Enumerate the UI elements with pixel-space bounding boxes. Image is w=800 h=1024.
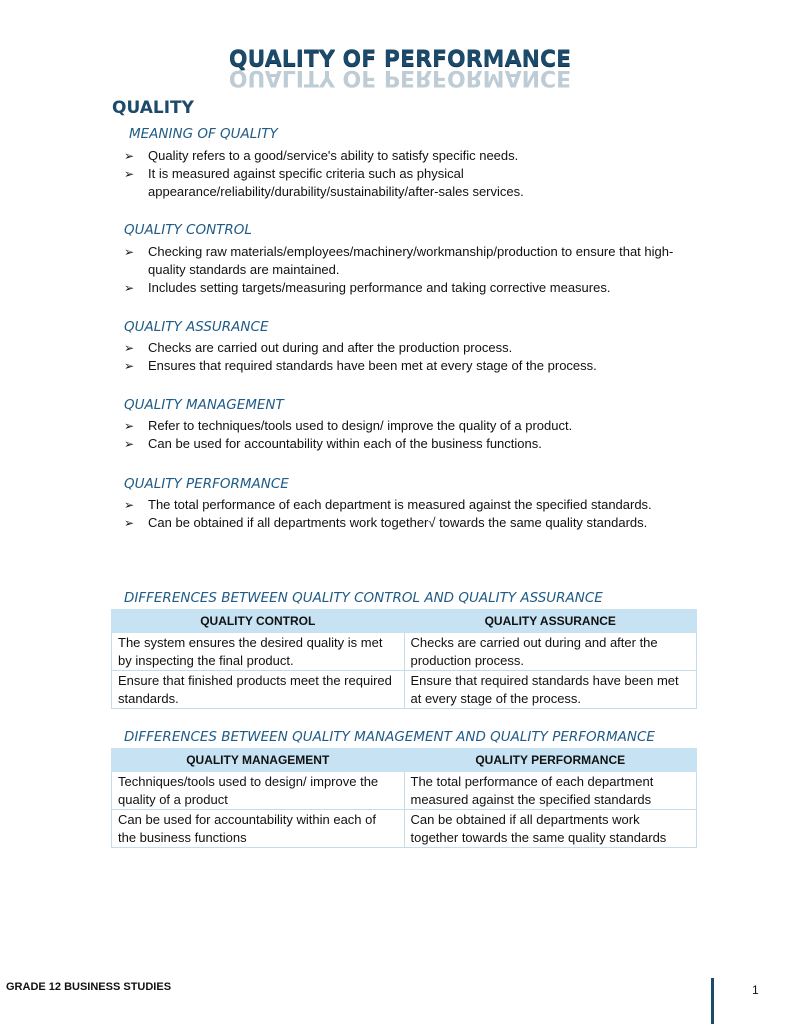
section-subtitle-assurance: QUALITY ASSURANCE [124,319,269,335]
section-subtitle-performance: QUALITY PERFORMANCE [124,476,289,492]
comparison-table-control-assurance [111,609,697,709]
list-item: ➢ Includes setting targets/measuring performance and taking corrective measures. [124,280,611,295]
arrow-bullet-icon: ➢ [124,516,135,530]
list-item: ➢ It is measured against specific criteria such as physical appearance/reliability/durability/sustainability/after-sales services. [124,166,524,199]
table-caption-control-assurance: DIFFERENCES BETWEEN QUALITY CONTROL AND QUALITY ASSURANCE [124,590,603,606]
column-header: QUALITY MANAGEMENT [112,749,405,772]
section-subtitle-control: QUALITY CONTROL [124,222,252,238]
table-cell: Ensure that finished products meet the required standards. [112,671,405,709]
bullet-list-management [124,417,684,453]
footer-label: GRADE 12 BUSINESS STUDIES [6,981,172,993]
page-title-block [0,46,800,90]
table-cell: Ensure that required standards have been met at every stage of the process. [404,671,697,709]
arrow-bullet-icon: ➢ [124,498,135,512]
column-header: QUALITY CONTROL [112,610,405,633]
column-header: QUALITY PERFORMANCE [404,749,697,772]
page-title: QUALITY OF PERFORMANCE [228,47,572,72]
table-header-row [112,749,697,772]
arrow-bullet-icon: ➢ [124,419,135,433]
list-item: ➢ Can be used for accountability within each of the business functions. [124,436,542,451]
section-subtitle-meaning: MEANING OF QUALITY [129,126,278,142]
table-row [112,772,697,810]
table-caption-management-performance: DIFFERENCES BETWEEN QUALITY MANAGEMENT AND QUALITY PERFORMANCE [124,729,655,745]
bullet-list-performance [124,496,684,532]
arrow-bullet-icon: ➢ [124,437,135,451]
arrow-bullet-icon: ➢ [124,341,135,355]
arrow-bullet-icon: ➢ [124,149,135,163]
list-item: ➢ The total performance of each department is measured against the specified standards. [124,497,652,512]
table-cell: Can be used for accountability within each of the business functions [112,810,405,848]
list-item: ➢ Refer to techniques/tools used to design/ improve the quality of a product. [124,418,573,433]
table-row [112,671,697,709]
page-title-reflection: QUALITY OF PERFORMANCE [228,65,572,90]
table-row [112,633,697,671]
table-cell: The total performance of each department measured against the specified standards [404,772,697,810]
section-subtitle-management: QUALITY MANAGEMENT [124,397,284,413]
comparison-table-management-performance [111,748,697,848]
arrow-bullet-icon: ➢ [124,281,135,295]
list-item: ➢ Quality refers to a good/service's ability to satisfy specific needs. [124,148,519,163]
section-heading: QUALITY [112,98,194,118]
arrow-bullet-icon: ➢ [124,245,135,259]
list-item: ➢ Checking raw materials/employees/machinery/workmanship/production to ensure that high-quality standards are maintained. [124,244,674,277]
table-cell: The system ensures the desired quality is met by inspecting the final product. [112,633,405,671]
page-number: 1 [752,983,759,997]
table-header-row [112,610,697,633]
bullet-list-assurance [124,339,684,375]
list-item: ➢ Can be obtained if all departments work together√ towards the same quality standards. [124,515,648,530]
table-cell: Techniques/tools used to design/ improve the quality of a product [112,772,405,810]
footer-divider [711,978,714,1024]
list-item: ➢ Checks are carried out during and after the production process. [124,340,513,355]
table-cell: Can be obtained if all departments work together towards the same quality standards [404,810,697,848]
table-cell: Checks are carried out during and after the production process. [404,633,697,671]
column-header: QUALITY ASSURANCE [404,610,697,633]
table-row [112,810,697,848]
bullet-list-meaning [124,147,684,201]
list-item: ➢ Ensures that required standards have been met at every stage of the process. [124,358,597,373]
bullet-list-control [124,243,684,297]
arrow-bullet-icon: ➢ [124,359,135,373]
arrow-bullet-icon: ➢ [124,167,135,181]
